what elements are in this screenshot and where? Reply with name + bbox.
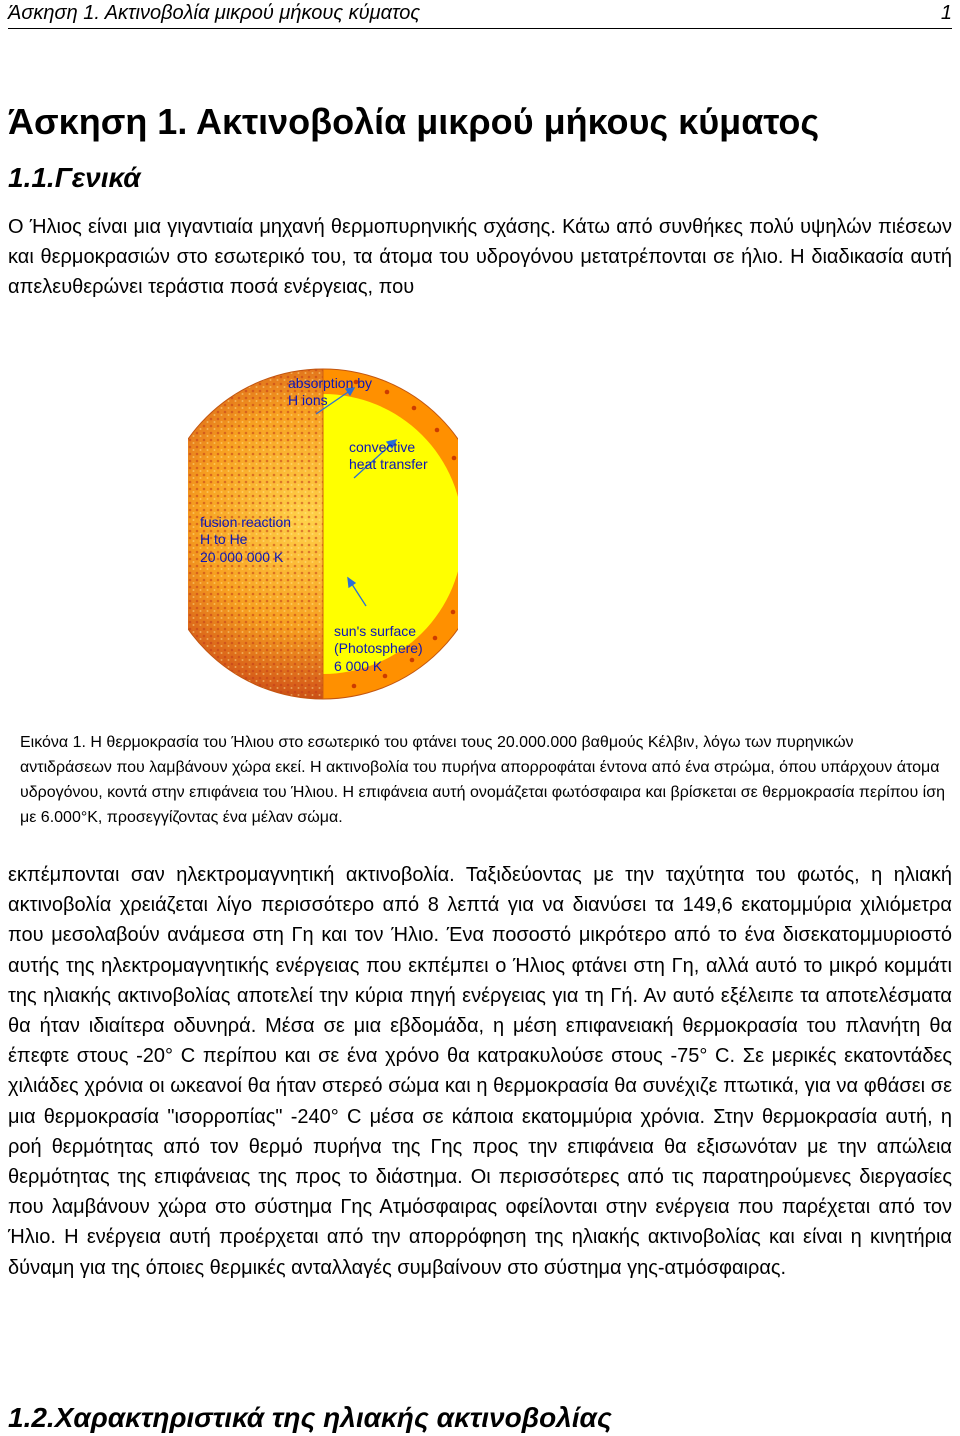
section-heading-solar-radiation: 1.2.Χαρακτηριστικά της ηλιακής ακτινοβολίας — [8, 1402, 612, 1433]
sun-structure-figure — [188, 368, 458, 700]
label-surface-line2: (Photosphere) — [334, 640, 423, 656]
label-convective-line1: convective — [349, 439, 416, 455]
chapter-title: Άσκηση 1. Ακτινοβολία μικρού μήκους κύματος — [8, 101, 820, 142]
label-convective-line2: heat transfer — [349, 456, 428, 472]
label-surface-line1: sun's surface — [334, 623, 417, 639]
label-surface-line3: 6 000 K — [334, 658, 383, 674]
label-absorption-line2: H ions — [288, 392, 328, 408]
intro-paragraph: Ο Ήλιος είναι μια γιγαντιαία μηχανή θερμοπυρηνικής σχάσης. Κάτω από συνθήκες πολύ υψηλών πιέσεων και θερμοκρασιών στο εσωτερικό του, τα άτομα του υδρογόνου μετατρέπονται σε ήλιο. Η διαδικασία αυτή απελευθερώνει τεράστια ποσά ενέργειας, που — [8, 216, 952, 298]
label-fusion-line2: H to He — [200, 531, 248, 547]
section-heading-general: 1.1.Γενικά — [8, 162, 141, 193]
figure-caption: Εικόνα 1. Η θερμοκρασία του Ήλιου στο εσωτερικό του φτάνει τους 20.000.000 βαθμούς Κέλβιν, λόγω των πυρηνικών αντιδράσεων που λαμβάνουν χώρα εκεί. Η ακτινοβολία του πυρήνα απορροφάται έντονα από ένα στρώμα, όπου υπάρχουν άτομα υδρογόνου, κοντά στην επιφάνεια του Ήλιου. Η επιφάνεια αυτή ονομάζεται φωτόσφαιρα και βρίσκεται σε θερμοκρασία περίπου ίση με 6.000°K, προσεγγίζοντας ένα μέλαν σώμα. — [20, 734, 945, 826]
page-number: 1 — [940, 2, 952, 24]
label-absorption-line1: absorption by — [288, 375, 373, 391]
running-header — [8, 0, 952, 29]
body-paragraph: εκπέμπονται σαν ηλεκτρομαγνητική ακτινοβολία. Ταξιδεύοντας με την ταχύτητα του φωτός, η ηλιακή ακτινοβολία χρειάζεται λίγο περισσότερο από 8 λεπτά για να διανύσει τα 149,6 εκατομμύρια χιλιόμετρα που μεσολαβούν ανάμεσα στη Γη και τον Ήλιο. Ένα ποσοστό μικρότερο από το ένα δισεκατομμυριοστό αυτής της ηλεκτρομαγνητικής ενέργειας που εκπέμπει ο Ήλιος φτάνει στη Γη, αλλά αυτό το μικρό κομμάτι της ηλιακής ακτινοβολίας αποτελεί την κύρια πηγή ενέργειας για τη Γή. Αν αυτό εξέλειπε τα αποτελέσματα θα ήταν ιδιαίτερα οδυνηρά. Μέσα σε μια εβδομάδα, η μέση επιφανειακή θερμοκρασία του πλανήτη θα έπεφτε στους -20° C περίπου και σε ένα χρόνο θα κατρακυλούσε στους -75° C. Σε μερικές εκατοντάδες χιλιάδες χρόνια οι ωκεανοί θα ήταν στερεό σώμα και η θερμοκρασία θα συνέχιζε πτωτικά, για να φθάσει σε μια θερμοκρασία "ισορροπίας" -240° C μέσα σε κάποια εκατομμύρια χρόνια. Στην θερμοκρασία αυτή, η ροή θερμότητας από τον θερμό πυρήνα της Γης προς την επιφάνεια θα εξισωνόταν με την απώλεια θερμότητας της επιφάνειας της προς το διάστημα. Οι περισσότερες από τις παρατηρούμενες διεργασίες που λαμβάνουν χώρα στο σύστημα Γης Ατμόσφαιρας οφείλονται στην ενέργεια που παρέχεται από τον Ήλιο. Η ενέργεια αυτή προέρχεται από την απορρόφηση της ηλιακής ακτινοβολίας και είναι η κινητήρια δύναμη για της όποιες θερμικές ανταλλαγές συμβαίνουν στο σύστημα γης-ατμόσφαιρας. — [8, 864, 952, 1279]
running-header-title: Άσκηση 1. Ακτινοβολία μικρού μήκους κύματος — [8, 2, 421, 24]
label-fusion-line3: 20 000 000 K — [200, 549, 284, 565]
label-fusion-line1: fusion reaction — [200, 514, 292, 530]
